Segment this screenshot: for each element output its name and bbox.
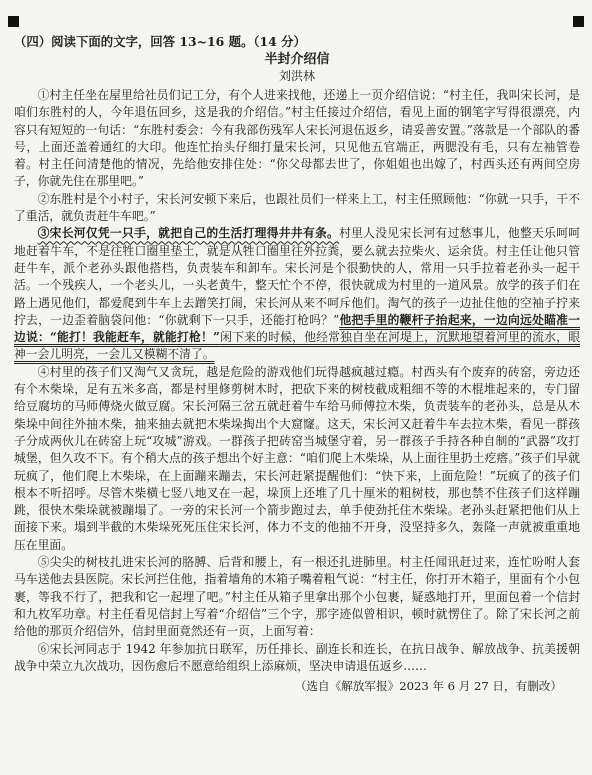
article-title: 半封介绍信 bbox=[264, 52, 330, 67]
article-author: 刘洪林 bbox=[278, 69, 315, 83]
paragraph-2: ②东胜村是个小村子，宋长河安顿下来后，也跟社员们一样来上工，村主任照顾他：“你就一只手，干不了重活，就负责赶牛车吧。” bbox=[14, 191, 580, 224]
corner-marker bbox=[8, 16, 19, 27]
wavy-underlined-sentence: ③宋长河仅凭一只手，就把自己的生活打理得井井有条。 bbox=[37, 226, 340, 241]
paragraph-4: ④村里的孩子们又淘气又贪玩，越是危险的游戏他们玩得越疯越过瘾。村西头有个废弃的砖窑，旁边还有个木柴垛，足有五米多高，都是村里修剪树木时，把砍下来的树枝截成粗细不等的木棍堆起来的，专门留给豆腐坊的马师傅烧火做豆腐。宋长河隔三岔五就赶着牛车给马师傅拉木柴，负责装车的老孙头，总是从木柴垛中间往外抽木柴，抽来抽去就把木柴垛掏出个大窟窿。这天，宋长河又赶着牛车去拉木柴，看见一群孩子分成两伙儿在砖窑上玩“攻城”游戏。一群孩子把砖窑当城堡守着，另一群孩子手持各种自制的“武器”攻打城堡，但久攻不下。有个稍大点的孩子想出个好主意：“咱们爬上木柴垛，从上面往里扔土疙瘩。”孩子们早就玩疯了，他们爬上木柴垛，在上面蹦来蹦去，宋长河赶紧提醒他们：“快下来，上面危险！”玩疯了的孩子们根本不听招呼。尽管木柴横七竖八地叉在一起，垛顶上还堆了几十厘米的粗树枝，那也禁不住孩子们这样蹦跳，很快木柴垛就被蹦塌了。一旁的宋长河一个箭步跑过去，单手使劲托住木柴垛。老孙头赶紧把他们从上面接下来。塌到半截的木柴垛死死压住宋长河，体力不支的他抽不开身，没坚持多久，轰隆一声就被重重地压在里面。 bbox=[14, 364, 580, 552]
underlined-sentence-2: 闲下来的时候，他经常独自坐在河堤上，沉默地望着河里的流水，眼神一会儿明亮，一会儿又模糊不清了。 bbox=[14, 330, 580, 362]
paragraph-3 bbox=[14, 225, 580, 363]
document-page bbox=[14, 34, 580, 695]
paragraph-6: ⑥宋长河同志于 1942 年参加抗日联军，历任排长、副连长和连长，在抗日战争、解放战争、抗美援朝战争中荣立九次战功，因伤愈后不愿意给组织上添麻烦，坚决申请退伍返乡…… bbox=[14, 641, 580, 673]
corner-marker bbox=[573, 16, 584, 27]
paragraph-3-body: 村里人没见宋长河有过愁事儿，他整天乐呵呵地赶着牛车，不是往牲口圈里垫土，就是从牲口圈里往外拉粪，要么就去拉柴火、运余货。村主任让他只管赶牛车，派个老孙头跟他搭档，负责装车和卸车。宋长河是个很勤快的人，常用一只手拉着老孙头一起干活。一个残疾人，一个老头儿，一头老黄牛，整天忙个不停，很快就成为村里的一道风景。放学的孩子们在路上遇见他们，都爱爬到牛车上去蹭笑打闹，宋长河从来不呵斥他们。淘气的孩子一边扯住他的空袖子拧来拧去，一边歪着脑袋问他：“你就剩下一只手，还能打枪吗？” bbox=[14, 226, 580, 327]
source-citation: （选自《解放军报》2023 年 6 月 27 日，有删改） bbox=[294, 679, 562, 694]
paragraph-1: ①村主任坐在屋里给社员们记工分，有个人进来找他，还递上一页介绍信说：“村主任，我叫宋长河，是咱们东胜村的人，今年退伍回乡，这是我的介绍信。”村主任接过介绍信，看见上面的钢笔字写得很漂亮，内容只有短短的一句话：“东胜村委会：今有我部伤残军人宋长河退伍返乡，请妥善安置。”落款是一个部队的番号，上面还盖着通红的大印。他连忙抬头仔细打量宋长河，只见他五官端正，两腮没有毛，只有左袖管卷着。村主任问清楚他的情况，先给他安排住处：“你父母都去世了，你姐姐也出嫁了，村西头还有两间空房子，你就先住在那里吧。” bbox=[14, 88, 580, 189]
underlined-sentence-1: 他把手里的鞭杆子抬起来，一边向远处瞄准一边说：“能打！我能赶车，就能打枪！” bbox=[14, 312, 580, 345]
section-heading: （四）阅读下面的文字，回答 13~16 题。（14 分） bbox=[14, 34, 306, 49]
paragraph-5: ⑤尖尖的树枝扎进宋长河的胳膊、后背和腰上，有一根还扎进肺里。村主任闻讯赶过来，连忙吩咐人套马车送他去县医院。宋长河拦住他，指着墙角的木箱子嘴着粗气说：“村主任，你打开木箱子，里面有个小包裹，等我不行了，把我和它一起埋了吧。”村主任从箱子里拿出那个小包裹，疑惑地打开，里面包着一个信封和九枚军功章。村主任看见信封上写着“介绍信”三个字，那字迹似曾相识，顿时就愣住了。除了宋长河之前给他的那页介绍信外，信封里面竟然还有一页，上面写着： bbox=[14, 555, 580, 639]
